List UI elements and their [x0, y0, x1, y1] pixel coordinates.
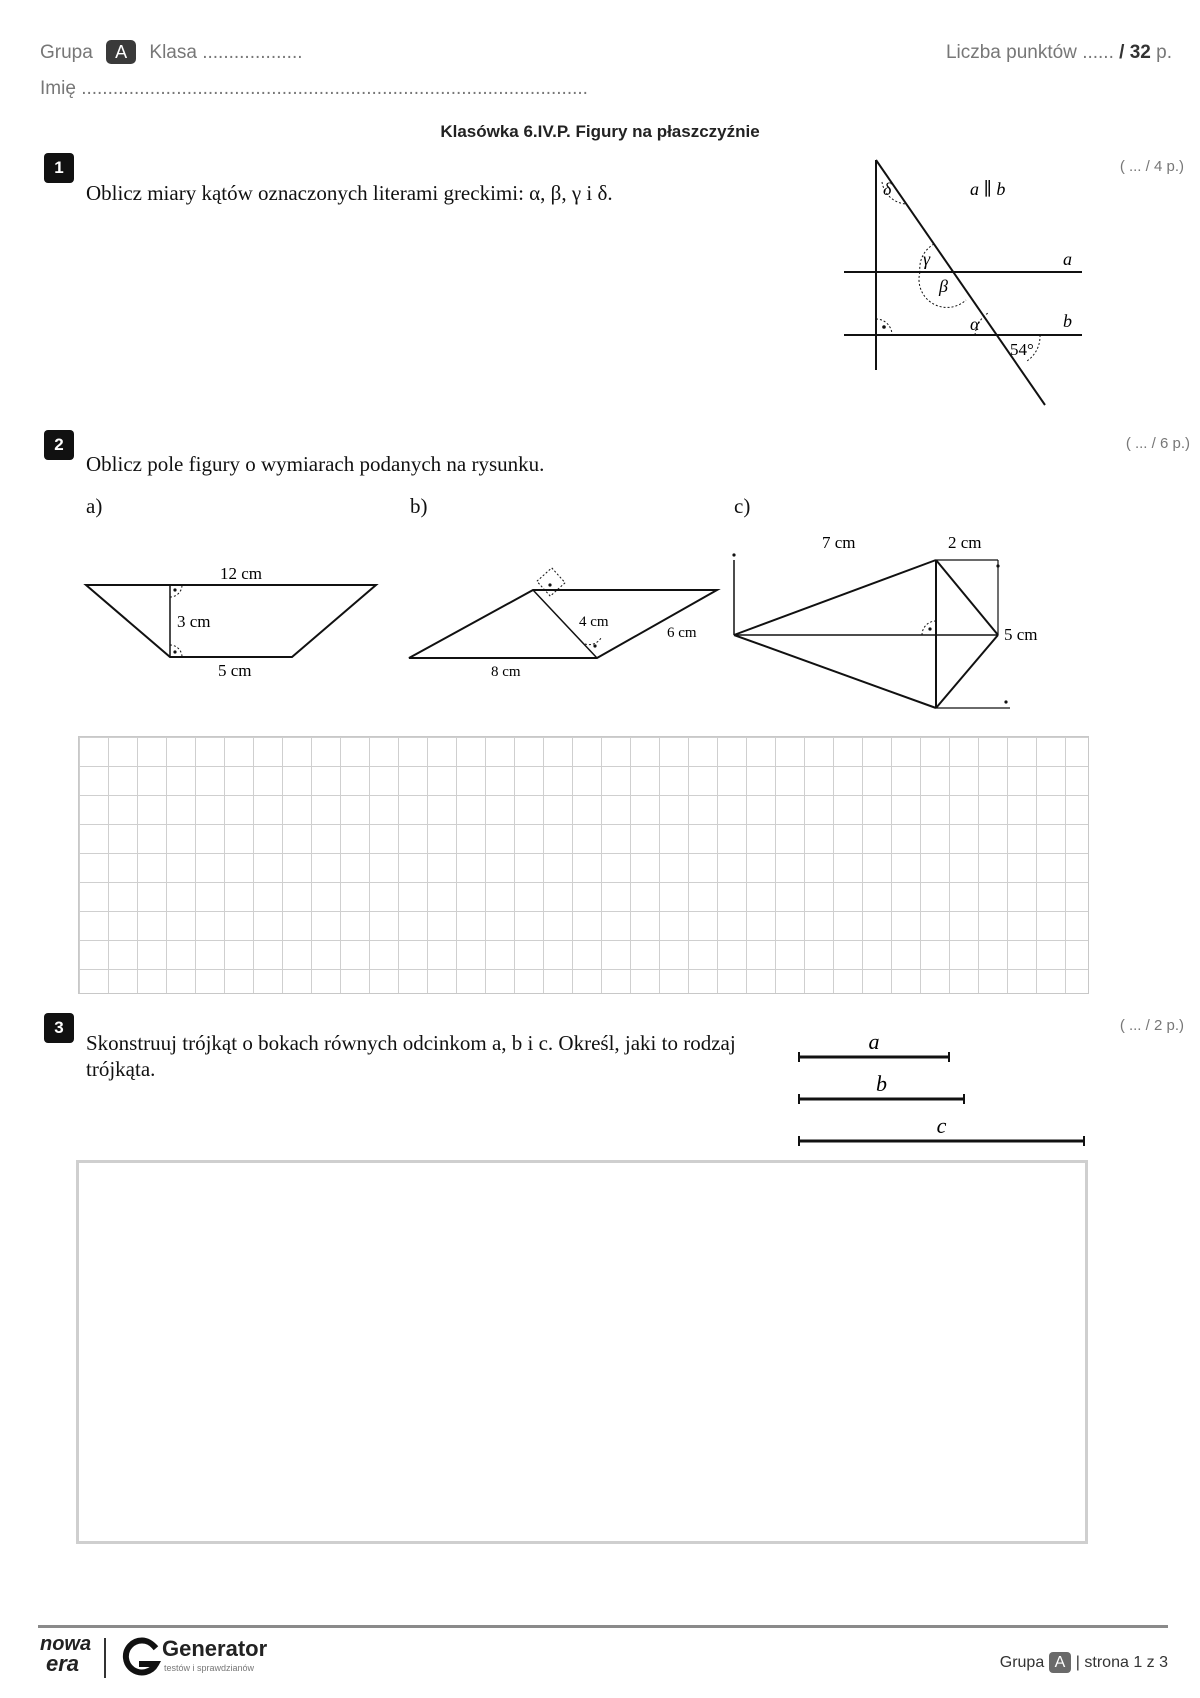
question-2-text: Oblicz pole figury o wymiarach podanych na rysunku.	[86, 452, 545, 476]
footer-page-number: | strona 1 z 3	[1075, 1654, 1168, 1671]
question-1-figure	[830, 155, 1100, 410]
generator-logo-subtext: testów i sprawdzianów	[164, 1663, 255, 1673]
angle-beta-label: β	[939, 276, 948, 296]
points-total: 32	[1129, 42, 1151, 63]
line-b-label: b	[1063, 311, 1072, 331]
points-unit: p.	[1156, 42, 1172, 63]
figure-c-right-label: 2 cm	[948, 533, 982, 552]
figure-a-height-label: 3 cm	[177, 612, 211, 631]
question-1-text: Oblicz miary kątów oznaczonych literami greckimi: α, β, γ i δ.	[86, 181, 613, 205]
segment-b	[799, 1071, 964, 1104]
figure-c-left-label: 7 cm	[822, 533, 856, 552]
angle-delta-label: δ	[883, 179, 892, 199]
group-label: Grupa	[40, 42, 93, 63]
name-field[interactable]: ................................................................................................	[81, 78, 588, 99]
question-3-number: 3	[44, 1013, 74, 1043]
question-3-points: ( ... / 2 p.)	[1119, 1017, 1184, 1034]
part-a-label: a)	[86, 494, 103, 518]
header-name	[40, 78, 588, 100]
footer-group-badge: A	[1049, 1652, 1072, 1673]
generator-logo-icon	[120, 1636, 162, 1680]
footer-page-info	[1000, 1652, 1168, 1673]
segment-a-label: a	[868, 1029, 880, 1054]
part-b-label: b)	[410, 494, 428, 518]
figure-a-top-label: 12 cm	[220, 564, 263, 583]
segment-c	[799, 1113, 1084, 1146]
question-3-text: Skonstruuj trójkąt o bokach równych odcinkom a, b i c. Określ, jaki to rodzaj trójkąta.	[86, 1031, 736, 1081]
segment-c-label: c	[936, 1113, 947, 1138]
figure-c-height-label: 5 cm	[1004, 625, 1038, 644]
segment-b-label: b	[876, 1071, 887, 1096]
page-title: Klasówka 6.IV.P. Figury na płaszczyźnie	[440, 122, 760, 141]
figure-b-side-label: 6 cm	[667, 625, 697, 641]
line-a-label: a	[1063, 249, 1072, 269]
question-1-number: 1	[44, 153, 74, 183]
class-field[interactable]: ...................	[202, 42, 303, 63]
angle-given-label: 54°	[1010, 340, 1034, 359]
points-field[interactable]: ......	[1082, 42, 1114, 63]
angle-alpha-label: α	[970, 314, 980, 334]
name-label: Imię	[40, 78, 76, 99]
logo-era: era	[46, 1651, 80, 1676]
part-c-label: c)	[734, 494, 751, 518]
angle-gamma-label: γ	[923, 249, 931, 269]
question-2-points: ( ... / 6 p.)	[1125, 435, 1190, 452]
segment-a	[799, 1029, 949, 1062]
header-group	[40, 40, 303, 64]
parallel-note: a ∥ b	[970, 179, 1006, 199]
figure-a-trapezoid	[80, 555, 390, 685]
footer-group-label: Grupa	[999, 1654, 1045, 1671]
segments-figure	[795, 1022, 1095, 1152]
header-points	[946, 42, 1172, 64]
points-separator: /	[1119, 42, 1125, 63]
generator-logo-text: Generator	[162, 1636, 268, 1661]
question-2-number: 2	[44, 430, 74, 460]
class-label: Klasa	[149, 42, 197, 63]
logo-nowa: nowa	[40, 1633, 92, 1655]
transversal-line	[876, 160, 1045, 405]
answer-grid-question-2[interactable]	[78, 736, 1089, 994]
footer-divider	[38, 1625, 1168, 1628]
points-label: Liczba punktów	[945, 42, 1077, 63]
nowa-era-logo	[40, 1634, 91, 1674]
figure-c-quadrilateral	[730, 530, 1050, 720]
group-badge: A	[106, 40, 136, 64]
figure-b-parallelogram	[405, 560, 725, 685]
question-1-points: ( ... / 4 p.)	[1119, 158, 1184, 175]
answer-box-question-3[interactable]	[76, 1160, 1088, 1544]
figure-a-bottom-label: 5 cm	[218, 661, 252, 680]
figure-b-height-label: 4 cm	[579, 614, 609, 630]
figure-b-base-label: 8 cm	[491, 664, 521, 680]
logo-separator	[104, 1638, 106, 1678]
